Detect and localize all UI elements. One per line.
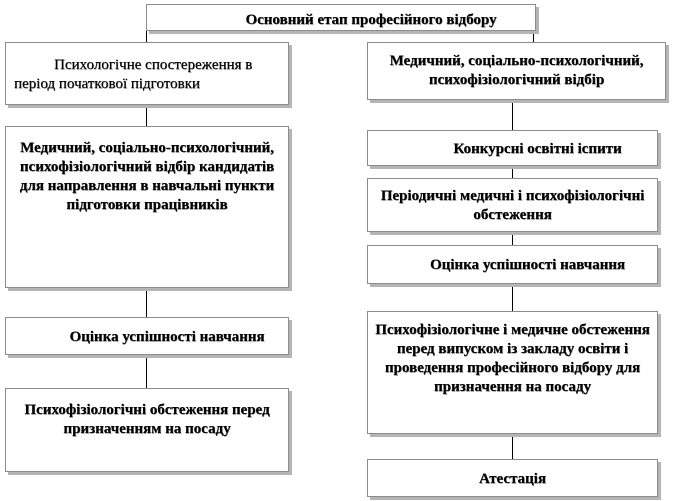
left-box-performance-text: Оцінка успішності навчання <box>69 329 265 345</box>
right-box-medical-selection-text: Медичний, соціально-психологічний, психофізіологічний відбір <box>389 53 644 88</box>
left-box-psychophysiological-exam <box>5 388 289 472</box>
connector-left-3-4 <box>146 355 147 388</box>
connector-right-5-6 <box>512 434 513 459</box>
main-stage-box <box>146 4 536 31</box>
main-stage-title: Основний етап професійного відбору <box>245 12 497 28</box>
right-box-attestation-text: Атестація <box>479 471 546 487</box>
right-box-periodic-exams <box>367 178 658 232</box>
connector-left-2-3 <box>146 288 147 317</box>
right-box-performance-text: Оцінка успішності навчання <box>429 257 626 273</box>
connector-left-1-2 <box>146 105 147 126</box>
connector-right-3-4 <box>512 232 513 245</box>
right-box-medical-selection <box>367 42 666 100</box>
left-box-candidate-selection-text: Медичний, соціально-психологічний, психофізіологічний відбір кандидатів для направлення в навчальні пункти підготовки працівників <box>19 140 275 213</box>
left-box-psychophysiological-exam-text: Психофізіологічні обстеження перед призначенням на посаду <box>24 402 270 437</box>
left-box-observation-text: Психологічне спостереження в період початкової підготовки <box>14 57 253 92</box>
left-box-candidate-selection <box>5 126 289 288</box>
right-box-graduation-exam <box>367 311 658 434</box>
right-box-attestation <box>367 459 658 497</box>
right-box-competitive-exams <box>367 130 658 166</box>
connector-right-1-2 <box>512 100 513 130</box>
connector-right-4-5 <box>512 284 513 311</box>
right-box-graduation-exam-text: Психофізіологічне і медичне обстеження перед випуском із закладу освіти і проведення професійного відбору для призначення на посаду <box>375 322 650 395</box>
left-box-performance <box>5 317 289 355</box>
connector-right-2-3 <box>512 166 513 178</box>
left-box-observation <box>5 42 289 105</box>
right-box-periodic-exams-text: Періодичні медичні і психофізіологічні обстеження <box>380 188 645 223</box>
right-box-competitive-exams-text: Конкурсні освітні іспити <box>453 141 622 157</box>
right-box-performance <box>367 245 658 284</box>
